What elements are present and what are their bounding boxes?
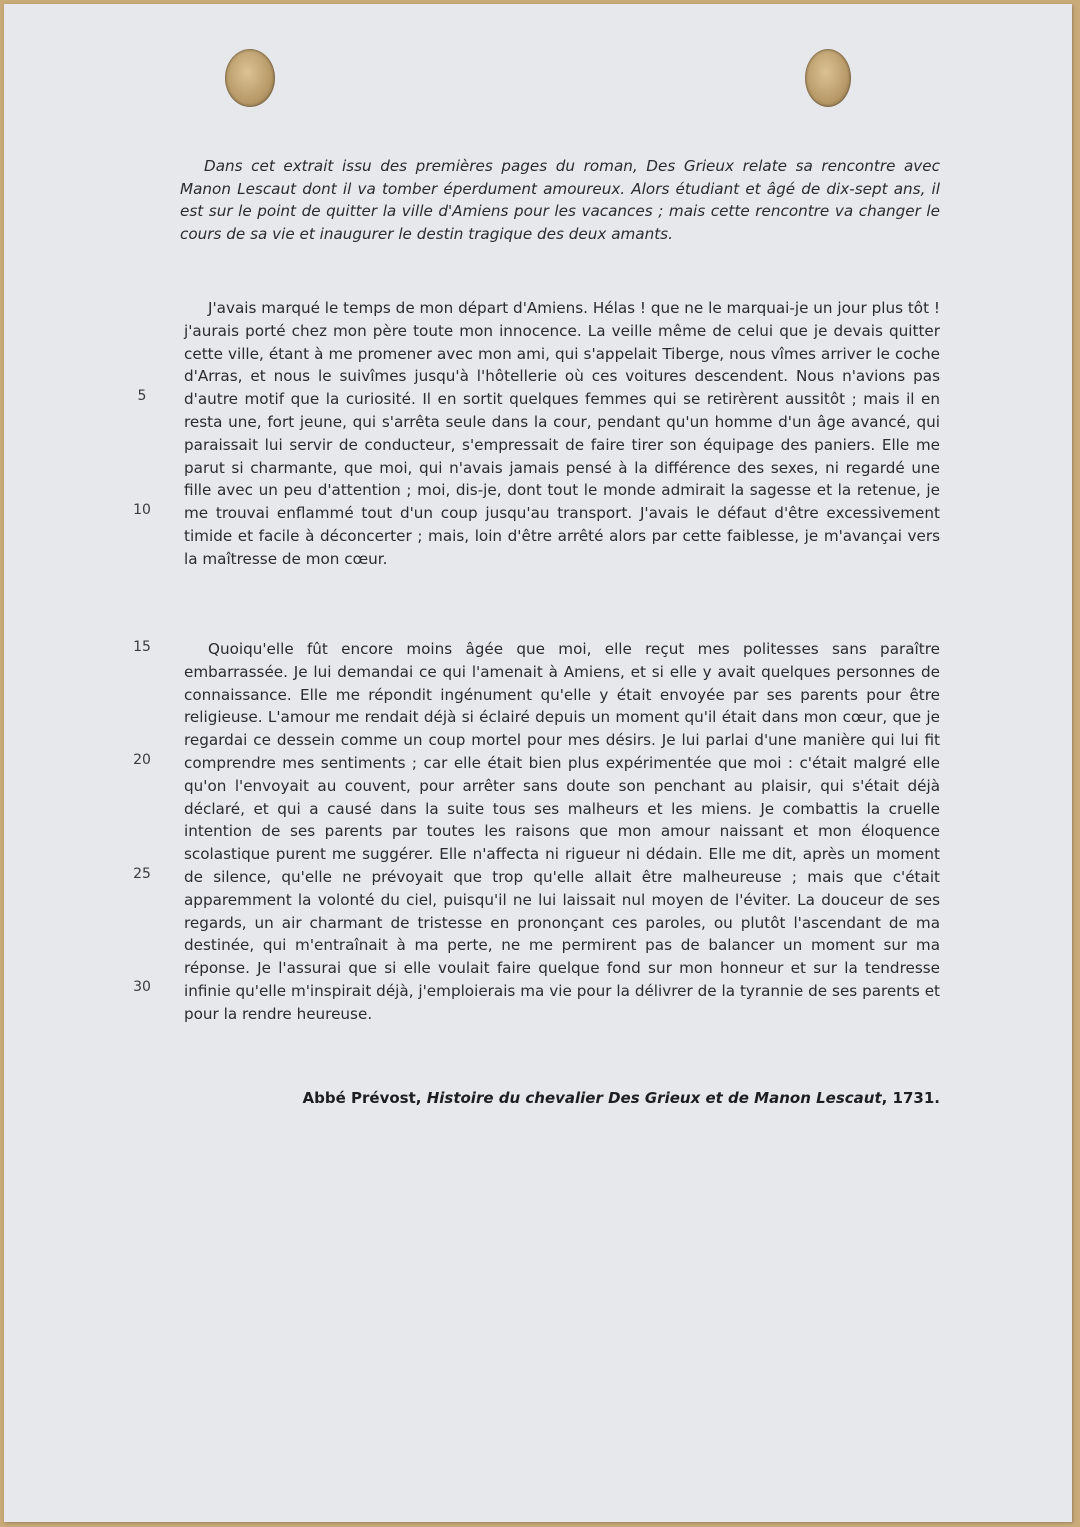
paper-sheet — [4, 4, 1072, 1522]
citation — [264, 1089, 940, 1107]
line-number-10: 10 — [133, 502, 151, 518]
punch-hole-left — [225, 49, 275, 107]
intro-content: Dans cet extrait issu des premières pages du roman, Des Grieux relate sa rencontre avec Manon Lescaut dont il va tomber éperdument amoureux. Alors étudiant et âgé de dix-sept ans, il est sur le point de quitter la ville d'Amiens pour les vacances ; mais cette rencontre va changer le cours de sa vie et inaugurer le destin tragique des deux amants. — [180, 157, 940, 244]
paragraph-1-content: J'avais marqué le temps de mon départ d'Amiens. Hélas ! que ne le marquai-je un jour plus tôt ! j'aurais porté chez mon père toute mon innocence. La veille même de celui que je devais quitter cette ville, étant à me promener avec mon ami, qui s'appelait Tiberge, nous vîmes arriver le coche d'Arras, et nous le suivîmes jusqu'à l'hôtellerie où ces voitures descendent. Nous n'avions pas d'autre motif que la curiosité. Il en sortit quelques femmes qui se retirèrent aussitôt ; mais il en resta une, fort jeune, qui s'arrêta seule dans la cour, pendant qu'un homme d'un âge avancé, qui paraissait lui servir de conducteur, s'empressait de faire tirer son équipage des paniers. Elle me parut si charmante, que moi, qui n'avais jamais pensé à la différence des sexes, ni regardé une fille avec un peu d'attention ; moi, dis-je, dont tout le monde admirait la sagesse et la retenue, je me trouvai enflammé tout d'un coup jusqu'au transport. J'avais le défaut d'être excessivement timide et facile à déconcerter ; mais, loin d'être arrêté alors par cette faiblesse, je m'avançai vers la maîtresse de mon cœur. — [184, 299, 940, 568]
paragraph-2 — [184, 638, 940, 1026]
citation-year: , 1731. — [881, 1089, 940, 1107]
line-number-25: 25 — [133, 866, 151, 882]
paragraph-1 — [184, 297, 940, 571]
citation-title: Histoire du chevalier Des Grieux et de Manon Lescaut — [426, 1089, 882, 1107]
line-number-5: 5 — [137, 388, 147, 404]
punch-hole-right — [805, 49, 851, 107]
line-number-30: 30 — [133, 979, 151, 995]
citation-author: Abbé Prévost, — [302, 1089, 427, 1107]
intro-text — [180, 155, 940, 246]
paragraph-2-content: Quoiqu'elle fût encore moins âgée que moi, elle reçut mes politesses sans paraître embarrassée. Je lui demandai ce qui l'amenait à Amiens, et si elle y avait quelques personnes de connaissance. Elle me répondit ingénument qu'elle y était envoyée par ses parents pour être religieuse. L'amour me rendait déjà si éclairé depuis un moment qu'il était dans mon cœur, que je regardai ce dessein comme un coup mortel pour mes désirs. Je lui parlai d'une manière qui lui fit comprendre mes sentiments ; car elle était bien plus expérimentée que moi : c'était malgré elle qu'on l'envoyait au couvent, pour arrêter sans doute son penchant au plaisir, qui s'était déjà déclaré, et qui a causé dans la suite tous ses malheurs et les miens. Je combattis la cruelle intention de ses parents par toutes les raisons que mon amour naissant et mon éloquence scolastique purent me suggérer. Elle n'affecta ni rigueur ni dédain. Elle me dit, après un moment de silence, qu'elle ne prévoyait que trop qu'elle allait être malheureuse ; mais que c'était apparemment la volonté du ciel, puisqu'il ne lui laissait nul moyen de l'éviter. La douceur de ses regards, un air charmant de tristesse en prononçant ces paroles, ou plutôt l'ascendant de ma destinée, qui m'entraînait à ma perte, ne me permirent pas de balancer un moment sur ma réponse. Je l'assurai que si elle voulait faire quelque fond sur mon honneur et sur la tendresse infinie qu'elle m'inspirait déjà, j'emploierais ma vie pour la délivrer de la tyrannie de ses parents et pour la rendre heureuse. — [184, 640, 940, 1023]
line-number-20: 20 — [133, 752, 151, 768]
line-number-15: 15 — [133, 639, 151, 655]
